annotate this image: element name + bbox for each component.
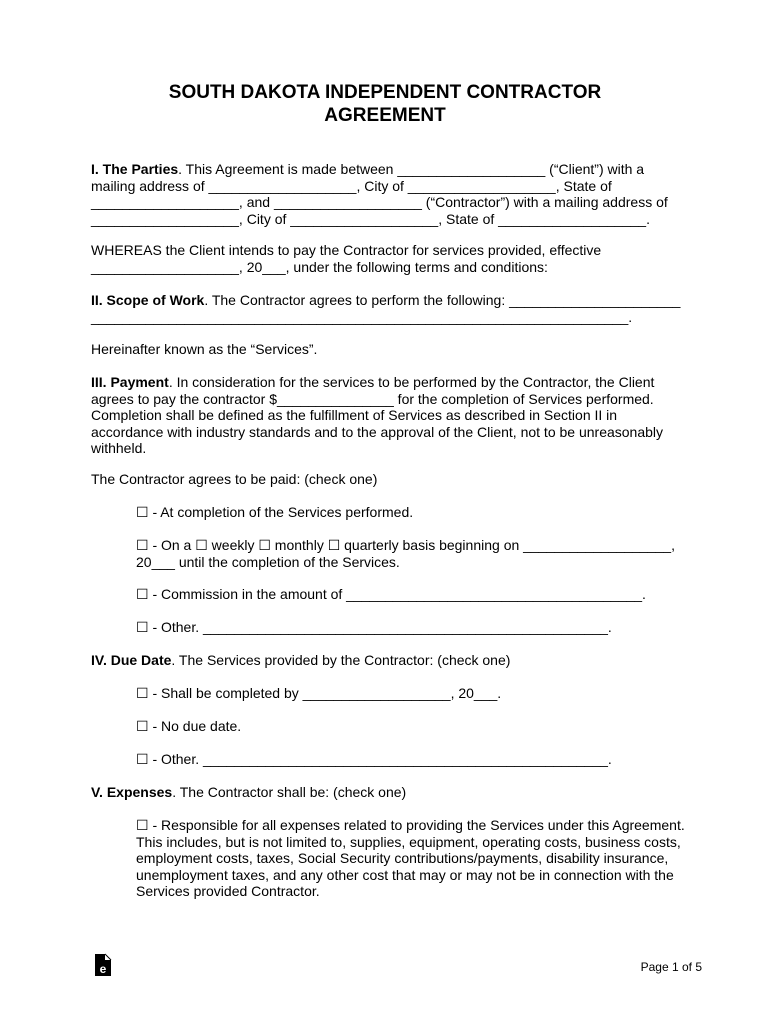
- whereas-paragraph: [91, 242, 683, 275]
- section-parties: [91, 161, 683, 227]
- section-heading: V. Expenses: [91, 784, 173, 800]
- option-text: ☐ - Other. ____________________________________________________.: [136, 751, 612, 767]
- paid-intro: [91, 471, 683, 488]
- due-option-completed-by: [136, 685, 686, 702]
- hereinafter-text: Hereinafter known as the “Services”.: [91, 341, 318, 357]
- section-text: . This Agreement is made between ___________________ (“Client”) with a mailing address of ___________________, City of ___________________, State of ___________________, and ___________________ (“Contractor”) with a mailing address of ___________________, City of ___________________, State of ___________________.: [91, 161, 668, 227]
- document-title: [0, 81, 770, 127]
- option-text: ☐ - Shall be completed by ___________________, 20___.: [136, 685, 502, 701]
- title-line-2: AGREEMENT: [324, 105, 446, 126]
- pay-option-commission: [136, 586, 686, 603]
- paid-intro-text: The Contractor agrees to be paid: (check one): [91, 471, 378, 487]
- section-expenses: [91, 784, 683, 801]
- section-payment: [91, 374, 683, 457]
- pay-option-other: [136, 619, 686, 636]
- pay-option-completion: [136, 504, 686, 521]
- section-text: . The Contractor agrees to perform the following: ______________________ _____________________________________________________________________.: [91, 292, 681, 325]
- option-text: ☐ - At completion of the Services performed.: [136, 504, 414, 520]
- whereas-text: WHEREAS the Client intends to pay the Contractor for services provided, effective ___________________, 20___, under the following terms and conditions:: [91, 242, 602, 275]
- page-number: Page 1 of 5: [640, 960, 702, 974]
- due-option-other: [136, 751, 686, 768]
- option-text: ☐ - Other. ____________________________________________________.: [136, 619, 612, 635]
- option-text: ☐ - Responsible for all expenses related to providing the Services under this Agreement. This includes, but is not limited to, supplies, equipment, operating costs, business costs, employment costs, taxes, Social Security contributions/payments, disability insurance, unemployment taxes, and any other cost that may or may not be in connection with the Services provided Contractor.: [136, 817, 685, 899]
- section-scope: [91, 292, 683, 325]
- expense-option-responsible: [136, 817, 686, 900]
- hereinafter-paragraph: [91, 341, 683, 358]
- section-heading: I. The Parties: [91, 161, 179, 177]
- svg-text:e: e: [99, 962, 107, 976]
- section-due-date: [91, 652, 683, 669]
- section-heading: III. Payment: [91, 374, 169, 390]
- title-line-1: SOUTH DAKOTA INDEPENDENT CONTRACTOR: [168, 82, 602, 103]
- section-heading: II. Scope of Work: [91, 292, 205, 308]
- pay-option-periodic: [136, 537, 686, 570]
- option-text: ☐ - No due date.: [136, 718, 242, 734]
- due-option-none: [136, 718, 686, 735]
- section-text: . The Contractor shall be: (check one): [172, 784, 407, 800]
- section-text: . The Services provided by the Contractor: (check one): [171, 652, 511, 668]
- option-text: ☐ - On a ☐ weekly ☐ monthly ☐ quarterly basis beginning on ___________________, 20___ until the completion of the Services.: [136, 537, 675, 570]
- document-e-logo-icon: [94, 953, 112, 977]
- option-text: ☐ - Commission in the amount of ______________________________________.: [136, 586, 646, 602]
- section-text: . In consideration for the services to be performed by the Contractor, the Client agrees to pay the contractor $_______________ for the completion of Services performed. Completion shall be defined as the fulfillment of Services as described in Section II in accordance with industry standards and to the approval of the Client, not to be unreasonably withheld.: [91, 374, 664, 456]
- section-heading: IV. Due Date: [91, 652, 172, 668]
